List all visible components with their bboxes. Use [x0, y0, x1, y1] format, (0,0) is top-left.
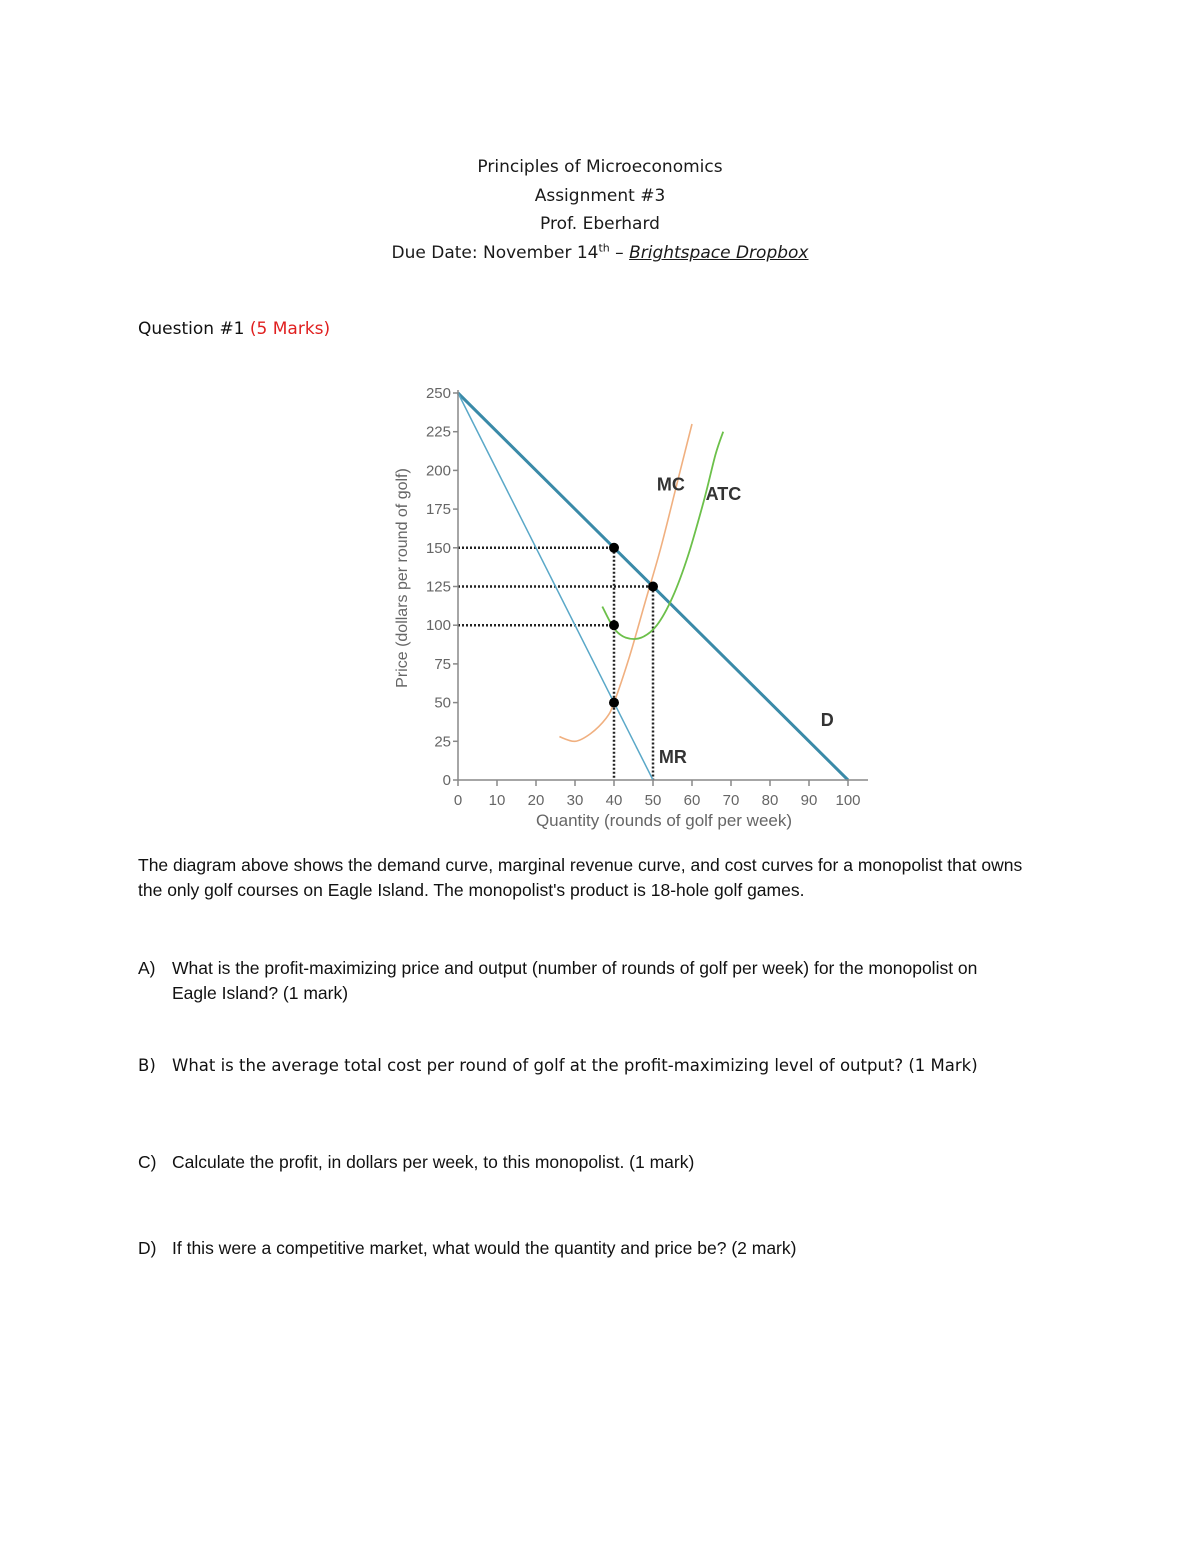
item-text: What is the profit-maximizing price and output (number of rounds of golf per week) for the monopolist on Eagle Island? (1 mark) [172, 958, 978, 1003]
item-text: Calculate the profit, in dollars per week, to this monopolist. (1 mark) [172, 1152, 695, 1172]
y-tick-label: 100 [425, 617, 451, 635]
data-point [609, 698, 619, 708]
x-tick-label: 10 [488, 792, 506, 809]
y-tick-label: 225 [425, 423, 451, 441]
item-text: What is the average total cost per round of golf at the profit-maximizing level of output? (1 Mark) [172, 1056, 978, 1075]
x-tick-label: 60 [683, 792, 701, 809]
x-tick-label: 70 [722, 792, 740, 809]
d-label: D [820, 709, 834, 730]
x-tick-label: 80 [761, 792, 779, 809]
y-tick-label: 200 [425, 462, 451, 480]
y-tick-label: 250 [425, 385, 451, 402]
item-label: B) [138, 1056, 156, 1075]
due-date [0, 243, 1200, 263]
due-date-text: Due Date: November 14 [391, 243, 599, 263]
data-point [609, 620, 619, 630]
y-tick-label: 125 [425, 578, 451, 596]
x-tick-label: 40 [605, 792, 623, 809]
dropbox-link[interactable]: Brightspace Dropbox [629, 243, 809, 263]
atc-label: ATC [705, 483, 742, 504]
item-text: If this were a competitive market, what would the quantity and price be? (2 mark) [172, 1238, 797, 1258]
mc-label: MC [656, 474, 685, 495]
x-tick-label: 30 [566, 792, 584, 809]
curve-atc [602, 432, 723, 639]
item-label: D) [138, 1238, 157, 1258]
course-title: Principles of Microeconomics [477, 157, 723, 177]
x-tick-label: 90 [800, 792, 818, 809]
y-tick-label: 0 [442, 772, 451, 789]
y-tick-label: 175 [425, 501, 451, 519]
question-title [138, 319, 330, 339]
y-tick-label: 25 [434, 733, 451, 751]
y-tick-label: 50 [434, 694, 451, 712]
chart-svg [380, 350, 900, 840]
curve-mc [559, 424, 692, 741]
item-label: A) [138, 958, 156, 978]
y-axis-label: Price (dollars per round of golf) [394, 468, 411, 688]
x-tick-label: 0 [453, 792, 463, 809]
question-description: The diagram above shows the demand curve, marginal revenue curve, and cost curves for a monopolist that owns the only golf courses on Eagle Island. The monopolist's product is 18-hole golf games. [138, 855, 1023, 900]
mr-label: MR [658, 746, 687, 767]
data-point [648, 582, 658, 592]
x-tick-label: 100 [835, 792, 861, 809]
x-tick-label: 50 [644, 792, 662, 809]
due-date-dash: – [609, 243, 630, 263]
x-axis-label: Quantity (rounds of golf per week) [535, 811, 793, 830]
question-marks: (5 Marks) [249, 319, 331, 339]
y-tick-label: 150 [425, 539, 451, 557]
monopoly-chart [380, 350, 900, 840]
y-tick-label: 75 [434, 655, 451, 673]
question-number: Question #1 [138, 319, 250, 339]
professor-name: Prof. Eberhard [540, 214, 660, 234]
x-tick-label: 20 [527, 792, 545, 809]
item-label: C) [138, 1152, 157, 1172]
data-point [609, 543, 619, 553]
due-date-suffix: th [598, 241, 610, 255]
assignment-title: Assignment #3 [534, 186, 666, 206]
